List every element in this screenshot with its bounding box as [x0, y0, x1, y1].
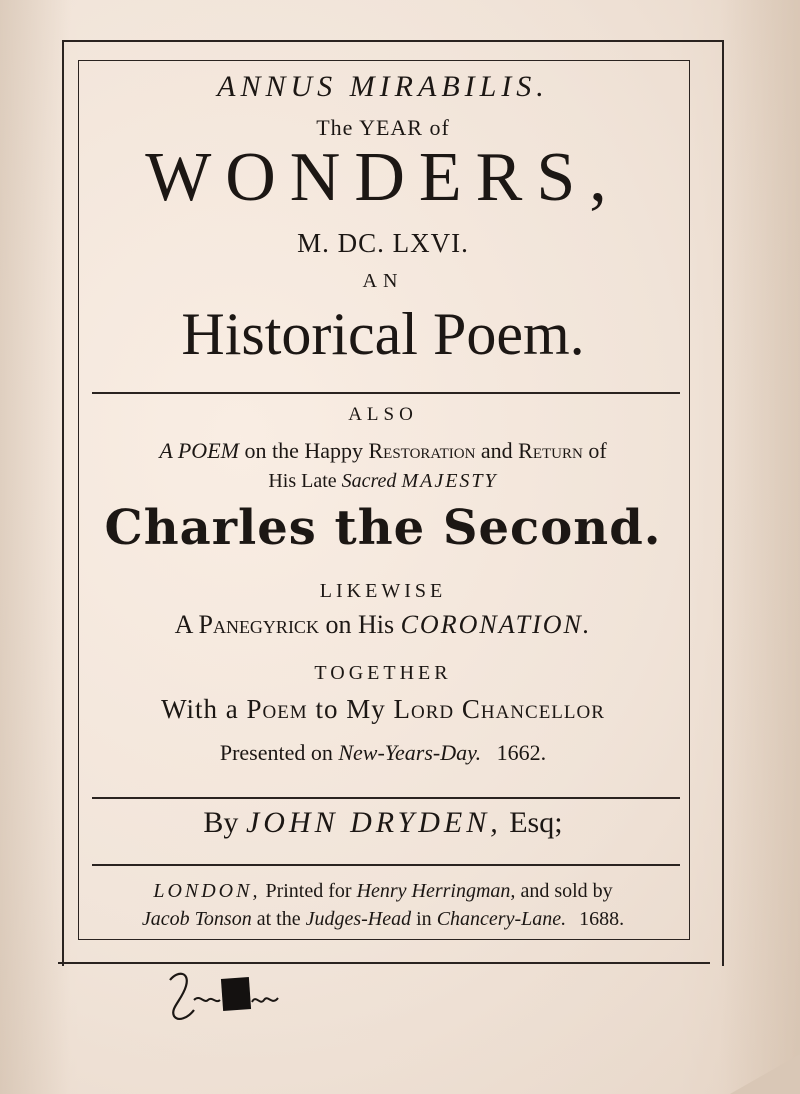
restoration-word: Restoration	[368, 438, 476, 463]
sacred-word: Sacred	[341, 470, 397, 492]
poem-word: A POEM	[159, 438, 239, 463]
panegyrick-word: A Panegyrick	[174, 610, 319, 639]
printed-for: Printed for	[265, 880, 352, 902]
by-word: By	[203, 806, 239, 839]
majesty-line	[78, 470, 688, 493]
title-wonders: WONDERS,	[145, 139, 621, 216]
author-name: JOHN DRYDEN,	[245, 806, 502, 839]
coronation-word: CORONATION.	[400, 610, 592, 639]
presented-on: Presented on	[219, 740, 333, 765]
with-a: With a	[161, 694, 239, 724]
on-his: on His	[325, 610, 395, 639]
year-1662: 1662.	[496, 740, 547, 765]
new-years-day: New-Years-Day.	[338, 740, 482, 765]
london-word: LONDON,	[153, 880, 261, 902]
title-year-of: The YEAR of	[316, 115, 450, 140]
seller-name: Jacob Tonson	[141, 908, 252, 930]
in-word: in	[416, 908, 432, 930]
imprint-line-2	[78, 908, 688, 931]
chancellor-line	[78, 694, 688, 725]
rule-1	[92, 392, 680, 394]
poem-word-2: Poem	[246, 694, 308, 724]
presented-line	[78, 740, 688, 766]
esq-word: Esq;	[509, 806, 563, 839]
page-stain-left	[0, 0, 70, 1094]
lord-chancellor: Lord Chancellor	[393, 694, 605, 724]
to-my: to My	[315, 694, 386, 724]
poem-restoration-line	[78, 438, 688, 464]
year-1688: 1688.	[579, 908, 625, 930]
also-label: ALSO	[348, 404, 418, 425]
handwritten-signature	[160, 960, 290, 1030]
and-word: and	[480, 438, 513, 463]
page-stain-right	[720, 0, 800, 1094]
imprint-line-1	[78, 880, 688, 903]
title-annus-mirabilis: ANNUS MIRABILIS.	[217, 70, 549, 103]
title-historical-poem: Historical Poem.	[181, 301, 585, 367]
and-sold-by: and sold by	[520, 880, 613, 902]
of-word: of	[588, 438, 607, 463]
printer-name: Henry Herringman,	[356, 880, 516, 902]
his-late: His Late	[268, 470, 337, 492]
charles-the-second: Charles the Second.	[104, 500, 662, 556]
majesty-word: MAJESTY	[401, 470, 498, 492]
likewise-label: LIKEWISE	[319, 580, 447, 602]
rule-3	[92, 864, 680, 866]
return-word: Return	[518, 438, 583, 463]
author-line	[78, 806, 688, 840]
title-an: AN	[362, 270, 404, 292]
at-the: at the	[256, 908, 301, 930]
together-label: TOGETHER	[314, 662, 452, 684]
rule-2	[92, 797, 680, 799]
poem-on-happy: on the Happy	[244, 438, 363, 463]
title-date: M. DC. LXVI.	[297, 228, 469, 258]
panegyrick-line	[78, 610, 688, 640]
outer-border-bottom	[58, 962, 710, 964]
page-corner-fold	[730, 1054, 800, 1094]
chancery-lane: Chancery-Lane.	[436, 908, 567, 930]
judges-head: Judges-Head	[305, 908, 412, 930]
